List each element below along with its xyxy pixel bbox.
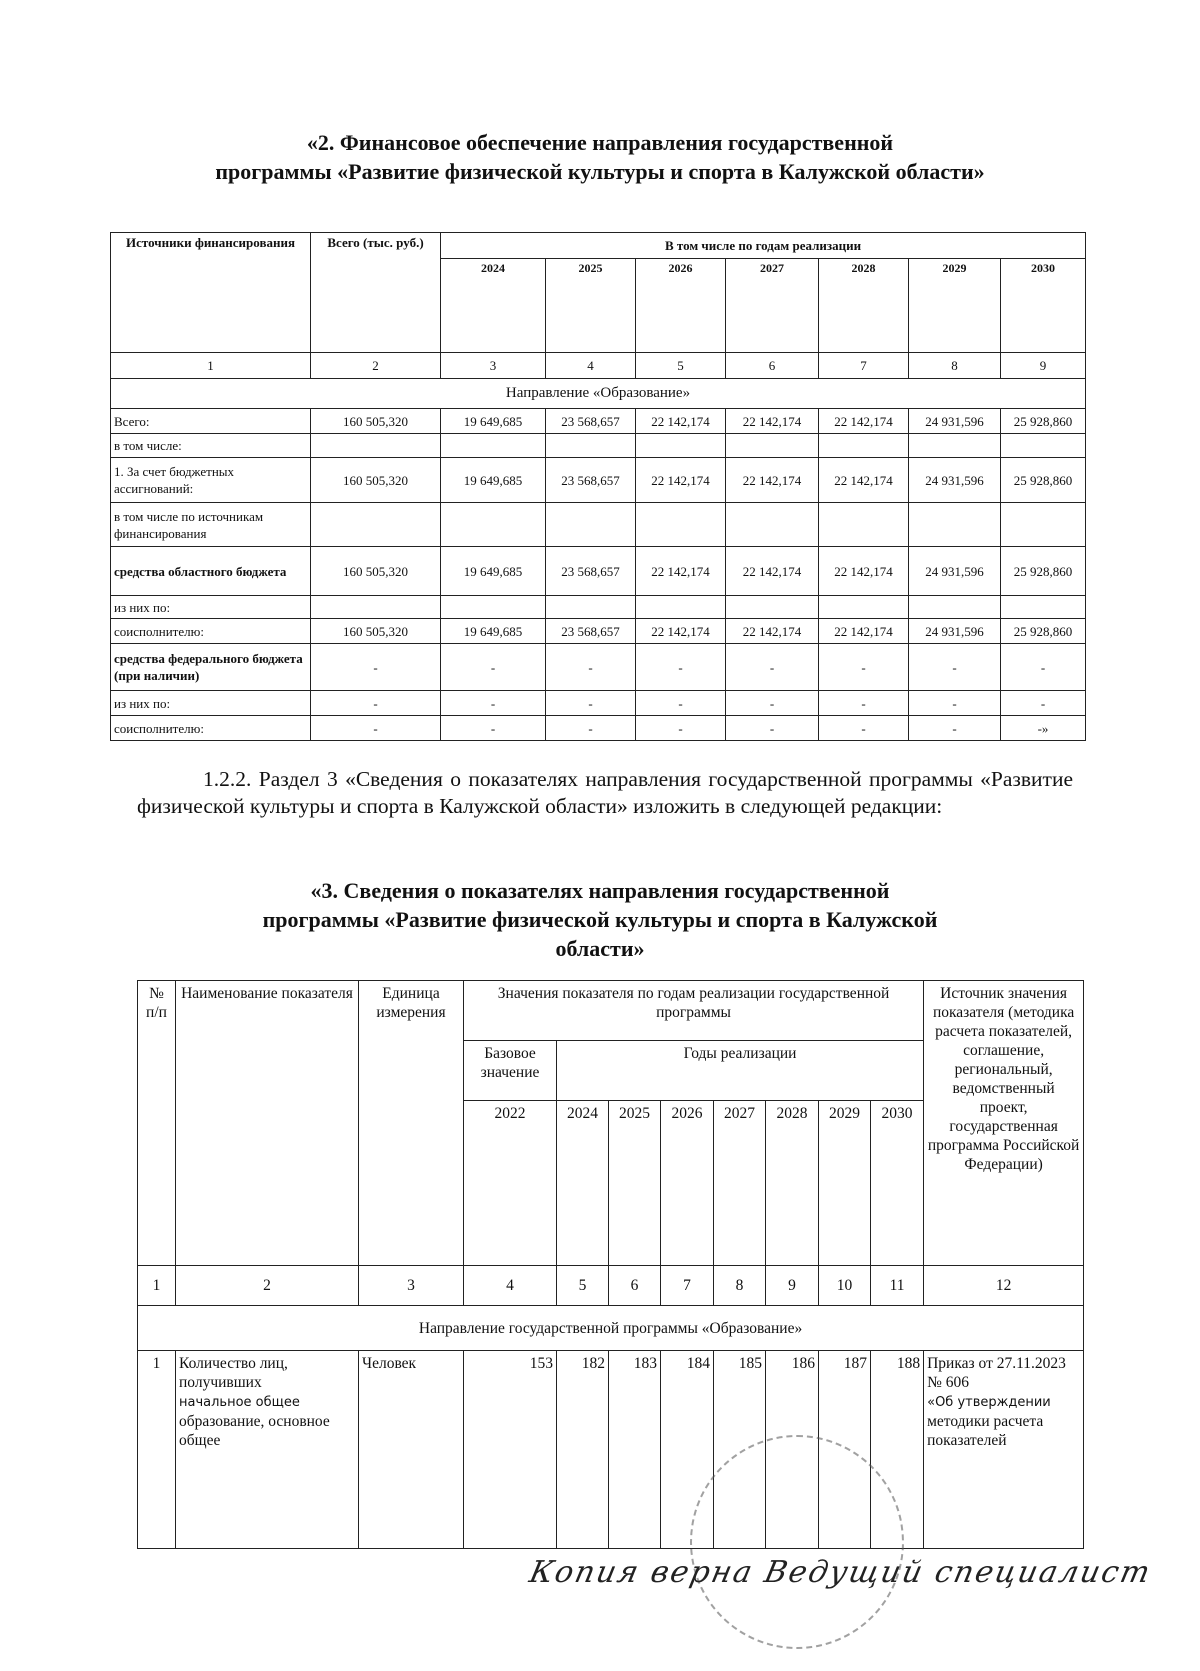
header-year: 2026: [636, 259, 726, 353]
header-sources: Источники финансирования: [111, 233, 311, 353]
row-label: средства федерального бюджета (при наличии): [111, 644, 311, 691]
row-label: соисполнителю:: [111, 716, 311, 741]
column-number: 5: [636, 353, 726, 379]
header-year: 2026: [661, 1101, 714, 1266]
name-part: образование, основное общее: [179, 1413, 330, 1449]
header-base-year: 2022: [464, 1101, 557, 1266]
cell-value: 22 142,174: [726, 409, 819, 434]
row-label: в том числе по источникам финансирования: [111, 503, 311, 547]
column-number: 9: [1001, 353, 1086, 379]
direction-row: Направление «Образование»: [111, 379, 1086, 409]
row-label: Всего:: [111, 409, 311, 434]
source-part: Приказ от 27.11.2023 № 606: [927, 1355, 1066, 1391]
cell-value: -: [546, 691, 636, 716]
table-row: [111, 409, 1086, 434]
cell-value: 19 649,685: [441, 458, 546, 503]
cell-value: -: [726, 716, 819, 741]
cell-value: 22 142,174: [726, 619, 819, 644]
table-row: [111, 691, 1086, 716]
cell-value: 22 142,174: [636, 458, 726, 503]
financing-table: [110, 232, 1086, 741]
row-label: соисполнителю:: [111, 619, 311, 644]
cell-value: -: [311, 716, 441, 741]
cell-value: -: [441, 716, 546, 741]
cell-value: -: [726, 691, 819, 716]
row-label: в том числе:: [111, 434, 311, 458]
cell-value: 23 568,657: [546, 458, 636, 503]
cell-value: [909, 434, 1001, 458]
title-line: «3. Сведения о показателях направления государственной: [310, 878, 890, 903]
table-row: [138, 1351, 1084, 1549]
header-num: № п/п: [138, 981, 176, 1266]
column-number: 6: [726, 353, 819, 379]
column-number: 1: [138, 1266, 176, 1306]
table-row: [111, 619, 1086, 644]
cell-value: [726, 434, 819, 458]
cell-value: 185: [714, 1351, 766, 1549]
cell-value: -: [909, 716, 1001, 741]
title-line: программы «Развитие физической культуры и спорта в Калужской: [262, 907, 938, 932]
header-unit: Единица измерения: [359, 981, 464, 1266]
cell-value: -: [636, 644, 726, 691]
title-line: «2. Финансовое обеспечение направления государственной: [306, 130, 894, 155]
cell-value: -: [819, 691, 909, 716]
header-year: 2029: [909, 259, 1001, 353]
cell-value: [1001, 596, 1086, 619]
cell-value: 183: [609, 1351, 661, 1549]
column-number: 2: [176, 1266, 359, 1306]
row-source: [924, 1351, 1084, 1549]
row-label: 1. За счет бюджетных ассигнований:: [111, 458, 311, 503]
table-row: [111, 434, 1086, 458]
cell-value: -: [546, 716, 636, 741]
table-row: [111, 547, 1086, 596]
name-part: Количество лиц, получивших: [179, 1355, 288, 1391]
header-year: 2027: [726, 259, 819, 353]
cell-value: -»: [1001, 716, 1086, 741]
official-stamp: [690, 1435, 904, 1649]
cell-value: -: [311, 691, 441, 716]
cell-value: 25 928,860: [1001, 409, 1086, 434]
header-year: 2028: [766, 1101, 819, 1266]
header-year: 2025: [546, 259, 636, 353]
cell-value: 160 505,320: [311, 547, 441, 596]
header-year: 2029: [819, 1101, 871, 1266]
direction-row: Направление государственной программы «Образование»: [138, 1306, 1084, 1351]
cell-value: [546, 434, 636, 458]
cell-value: [546, 596, 636, 619]
row-label: средства областного бюджета: [111, 547, 311, 596]
cell-value: 182: [557, 1351, 609, 1549]
column-number: 9: [766, 1266, 819, 1306]
cell-value: 24 931,596: [909, 409, 1001, 434]
header-total: Всего (тыс. руб.): [311, 233, 441, 353]
cell-value: 187: [819, 1351, 871, 1549]
cell-value: 22 142,174: [819, 409, 909, 434]
cell-value: [819, 434, 909, 458]
cell-value: [311, 434, 441, 458]
header-values-by-years: Значения показателя по годам реализации государственной программы: [464, 981, 924, 1041]
cell-value: [819, 503, 909, 547]
cell-value: 19 649,685: [441, 409, 546, 434]
cell-value: 22 142,174: [636, 547, 726, 596]
handwritten-signature: Копия верна Ведущий специалист: [526, 1555, 1155, 1590]
cell-value: [441, 596, 546, 619]
column-number: 10: [819, 1266, 871, 1306]
column-number: 5: [557, 1266, 609, 1306]
cell-value: -: [1001, 644, 1086, 691]
cell-value: 22 142,174: [819, 619, 909, 644]
title-line: области»: [555, 936, 645, 961]
row-label: из них по:: [111, 691, 311, 716]
table-row: [111, 458, 1086, 503]
table-row: [111, 644, 1086, 691]
source-part: методики расчета показателей: [927, 1413, 1044, 1449]
cell-value: 184: [661, 1351, 714, 1549]
column-number: 6: [609, 1266, 661, 1306]
column-number: 2: [311, 353, 441, 379]
cell-value: 23 568,657: [546, 409, 636, 434]
cell-value: [636, 503, 726, 547]
cell-value: [636, 596, 726, 619]
cell-value: 160 505,320: [311, 619, 441, 644]
cell-value: 22 142,174: [636, 619, 726, 644]
cell-value: -: [636, 691, 726, 716]
cell-value: [441, 503, 546, 547]
header-year: 2030: [871, 1101, 924, 1266]
cell-value: 19 649,685: [441, 619, 546, 644]
row-name: [176, 1351, 359, 1549]
column-number: 8: [909, 353, 1001, 379]
cell-value: [1001, 434, 1086, 458]
section3-title: [0, 876, 1200, 963]
cell-value: -: [1001, 691, 1086, 716]
cell-value: 186: [766, 1351, 819, 1549]
header-year: 2024: [441, 259, 546, 353]
row-label: из них по:: [111, 596, 311, 619]
cell-value: [311, 596, 441, 619]
cell-value: -: [909, 644, 1001, 691]
column-number: 3: [359, 1266, 464, 1306]
table-row: [111, 596, 1086, 619]
column-number: 7: [819, 353, 909, 379]
cell-value: -: [441, 644, 546, 691]
header-base: Базовое значение: [464, 1041, 557, 1101]
cell-value: 22 142,174: [636, 409, 726, 434]
cell-value: 25 928,860: [1001, 619, 1086, 644]
title-line: программы «Развитие физической культуры и спорта в Калужской области»: [215, 159, 985, 184]
column-number: 7: [661, 1266, 714, 1306]
cell-value: [546, 503, 636, 547]
cell-value: -: [909, 691, 1001, 716]
section2-title: [0, 128, 1200, 186]
cell-value: [819, 596, 909, 619]
cell-value: 24 931,596: [909, 547, 1001, 596]
cell-value: [441, 434, 546, 458]
paragraph: [137, 766, 1073, 820]
paragraph-text: 1.2.2. Раздел 3 «Сведения о показателях направления государственной программы «Развитие физической культуры и спорта в Калужской области» изложить в следующей редакции:: [137, 767, 1073, 818]
header-year: 2025: [609, 1101, 661, 1266]
cell-value: 23 568,657: [546, 619, 636, 644]
cell-value: 19 649,685: [441, 547, 546, 596]
cell-value: 22 142,174: [819, 458, 909, 503]
cell-value: 160 505,320: [311, 409, 441, 434]
cell-value: -: [819, 716, 909, 741]
header-by-years: В том числе по годам реализации: [441, 233, 1086, 259]
column-number: 4: [464, 1266, 557, 1306]
cell-value: [909, 503, 1001, 547]
column-number: 1: [111, 353, 311, 379]
cell-value: 23 568,657: [546, 547, 636, 596]
cell-value: 25 928,860: [1001, 547, 1086, 596]
source-part: «Об утверждении: [927, 1395, 1051, 1410]
indicators-table: [137, 980, 1084, 1549]
cell-value: 25 928,860: [1001, 458, 1086, 503]
cell-value: -: [311, 644, 441, 691]
name-part: начальное общее: [179, 1395, 300, 1410]
cell-value: 24 931,596: [909, 619, 1001, 644]
column-number: 11: [871, 1266, 924, 1306]
cell-value: [909, 596, 1001, 619]
cell-value: [726, 596, 819, 619]
row-num: 1: [138, 1351, 176, 1549]
cell-value: -: [819, 644, 909, 691]
cell-value: 24 931,596: [909, 458, 1001, 503]
column-number: 8: [714, 1266, 766, 1306]
column-number: 4: [546, 353, 636, 379]
cell-value: -: [726, 644, 819, 691]
cell-value: 22 142,174: [726, 458, 819, 503]
cell-value: 160 505,320: [311, 458, 441, 503]
cell-value: -: [636, 716, 726, 741]
header-year: 2028: [819, 259, 909, 353]
table-row: [111, 503, 1086, 547]
header-year: 2030: [1001, 259, 1086, 353]
cell-value: -: [441, 691, 546, 716]
row-unit: Человек: [359, 1351, 464, 1549]
table-row: [111, 716, 1086, 741]
cell-value: 188: [871, 1351, 924, 1549]
cell-value: 22 142,174: [819, 547, 909, 596]
cell-value: 22 142,174: [726, 547, 819, 596]
header-year: 2027: [714, 1101, 766, 1266]
cell-value: [311, 503, 441, 547]
header-year: 2024: [557, 1101, 609, 1266]
cell-value: [1001, 503, 1086, 547]
cell-value: [636, 434, 726, 458]
header-name: Наименование показателя: [176, 981, 359, 1266]
cell-value: [726, 503, 819, 547]
column-number: 12: [924, 1266, 1084, 1306]
cell-value: -: [546, 644, 636, 691]
header-source: Источник значения показателя (методика расчета показателей, соглашение, региональный, ведомственный проект, государственная программа Российской Федерации): [924, 981, 1084, 1266]
column-number: 3: [441, 353, 546, 379]
cell-value: 153: [464, 1351, 557, 1549]
header-years-label: Годы реализации: [557, 1041, 924, 1101]
